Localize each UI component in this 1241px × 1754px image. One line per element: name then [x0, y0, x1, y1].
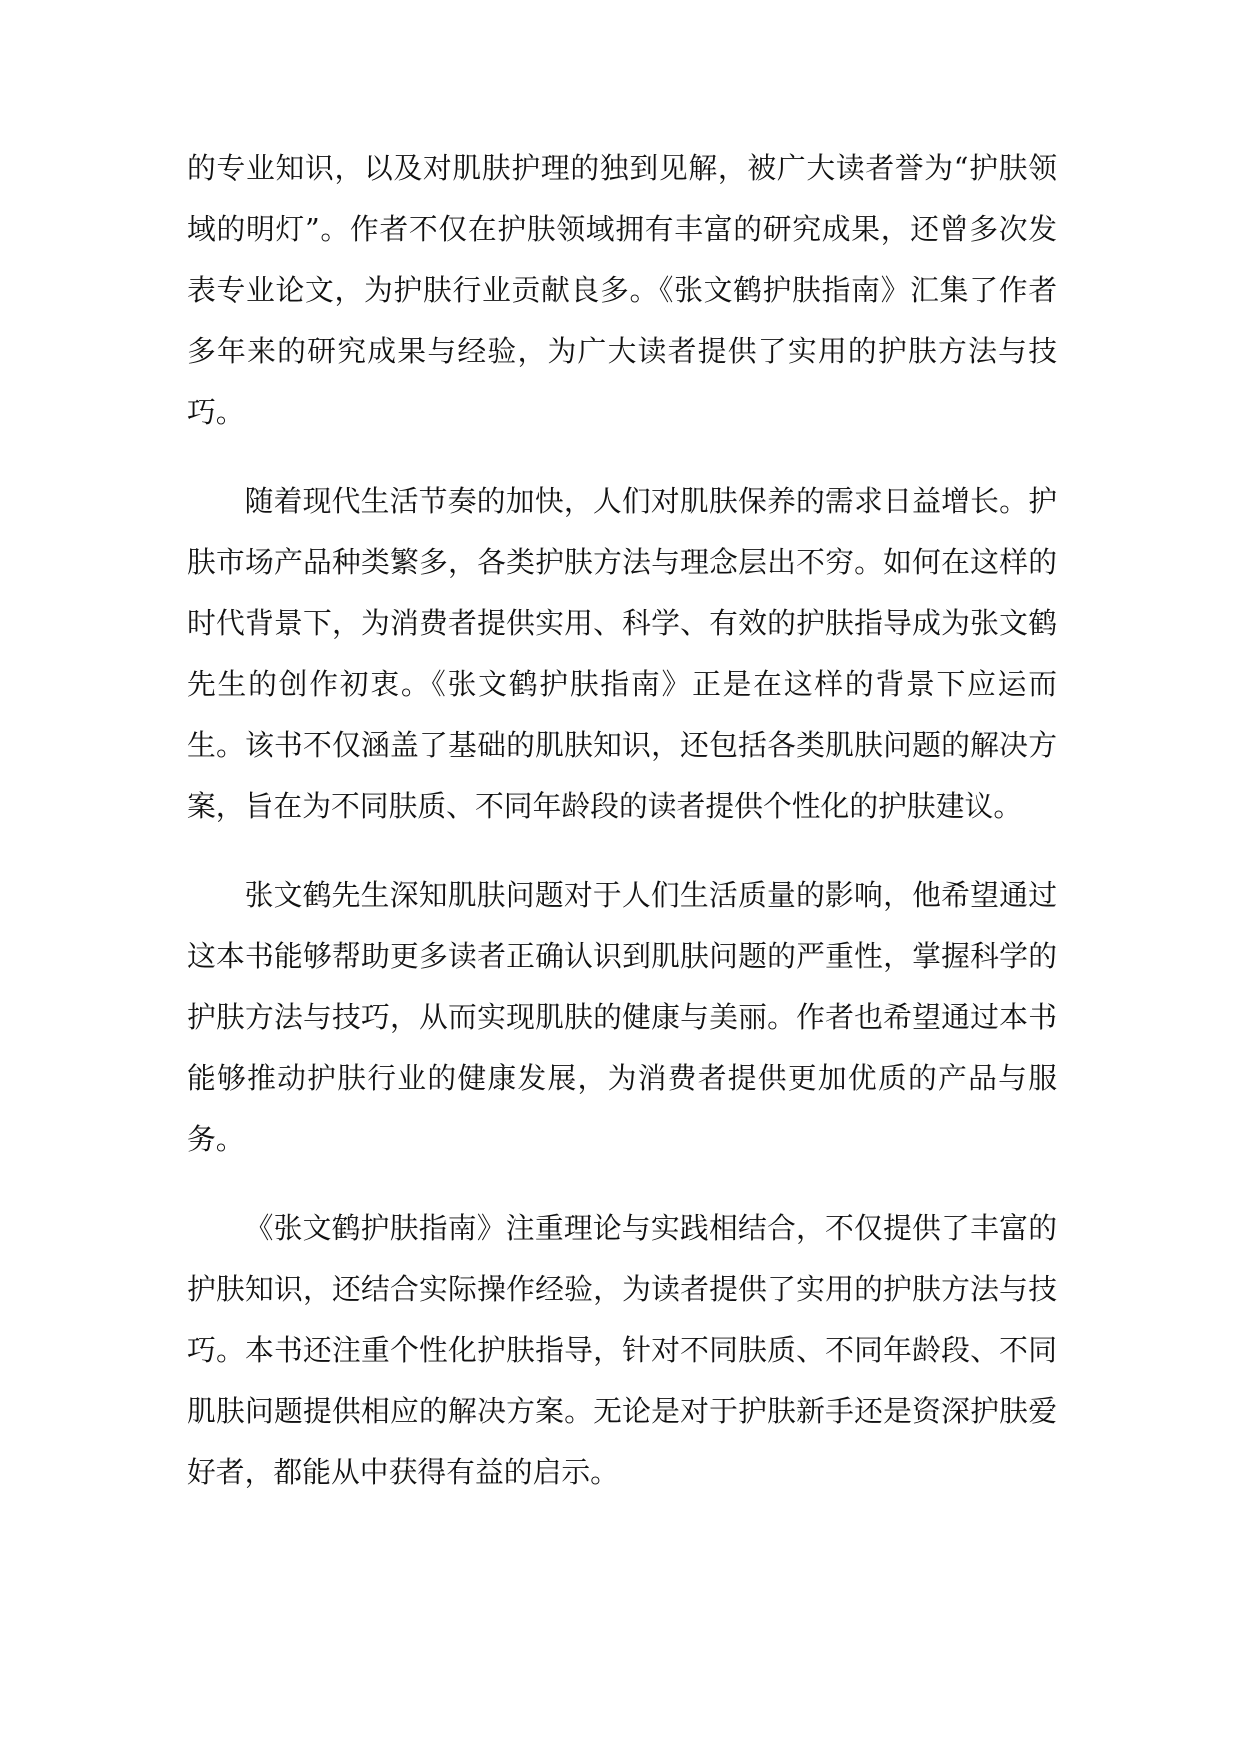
paragraph-gap [187, 443, 1057, 471]
document-body [187, 138, 1057, 1503]
paragraph-gap [187, 1170, 1057, 1198]
paragraph-gap [187, 837, 1057, 865]
paragraph-1: 的专业知识，以及对肌肤护理的独到见解，被广大读者誉为“护肤领域的明灯”。作者不仅在护肤领域拥有丰富的研究成果，还曾多次发表专业论文，为护肤行业贡献良多。《张文鹤护肤指南》汇集了作者多年来的研究成果与经验，为广大读者提供了实用的护肤方法与技巧。 [187, 151, 1057, 429]
paragraph-2: 随着现代生活节奏的加快，人们对肌肤保养的需求日益增长。护肤市场产品种类繁多，各类护肤方法与理念层出不穷。如何在这样的时代背景下，为消费者提供实用、科学、有效的护肤指导成为张文鹤先生的创作初衷。《张文鹤护肤指南》正是在这样的背景下应运而生。该书不仅涵盖了基础的肌肤知识，还包括各类肌肤问题的解决方案，旨在为不同肤质、不同年龄段的读者提供个性化的护肤建议。 [187, 484, 1057, 823]
paragraph-3: 张文鹤先生深知肌肤问题对于人们生活质量的影响，他希望通过这本书能够帮助更多读者正确认识到肌肤问题的严重性，掌握科学的护肤方法与技巧，从而实现肌肤的健康与美丽。作者也希望通过本书能够推动护肤行业的健康发展，为消费者提供更加优质的产品与服务。 [187, 878, 1057, 1156]
paragraph-4: 《张文鹤护肤指南》注重理论与实践相结合，不仅提供了丰富的护肤知识，还结合实际操作经验，为读者提供了实用的护肤方法与技巧。本书还注重个性化护肤指导，针对不同肤质、不同年龄段、不同肌肤问题提供相应的解决方案。无论是对于护肤新手还是资深护肤爱好者，都能从中获得有益的启示。 [187, 1211, 1057, 1489]
